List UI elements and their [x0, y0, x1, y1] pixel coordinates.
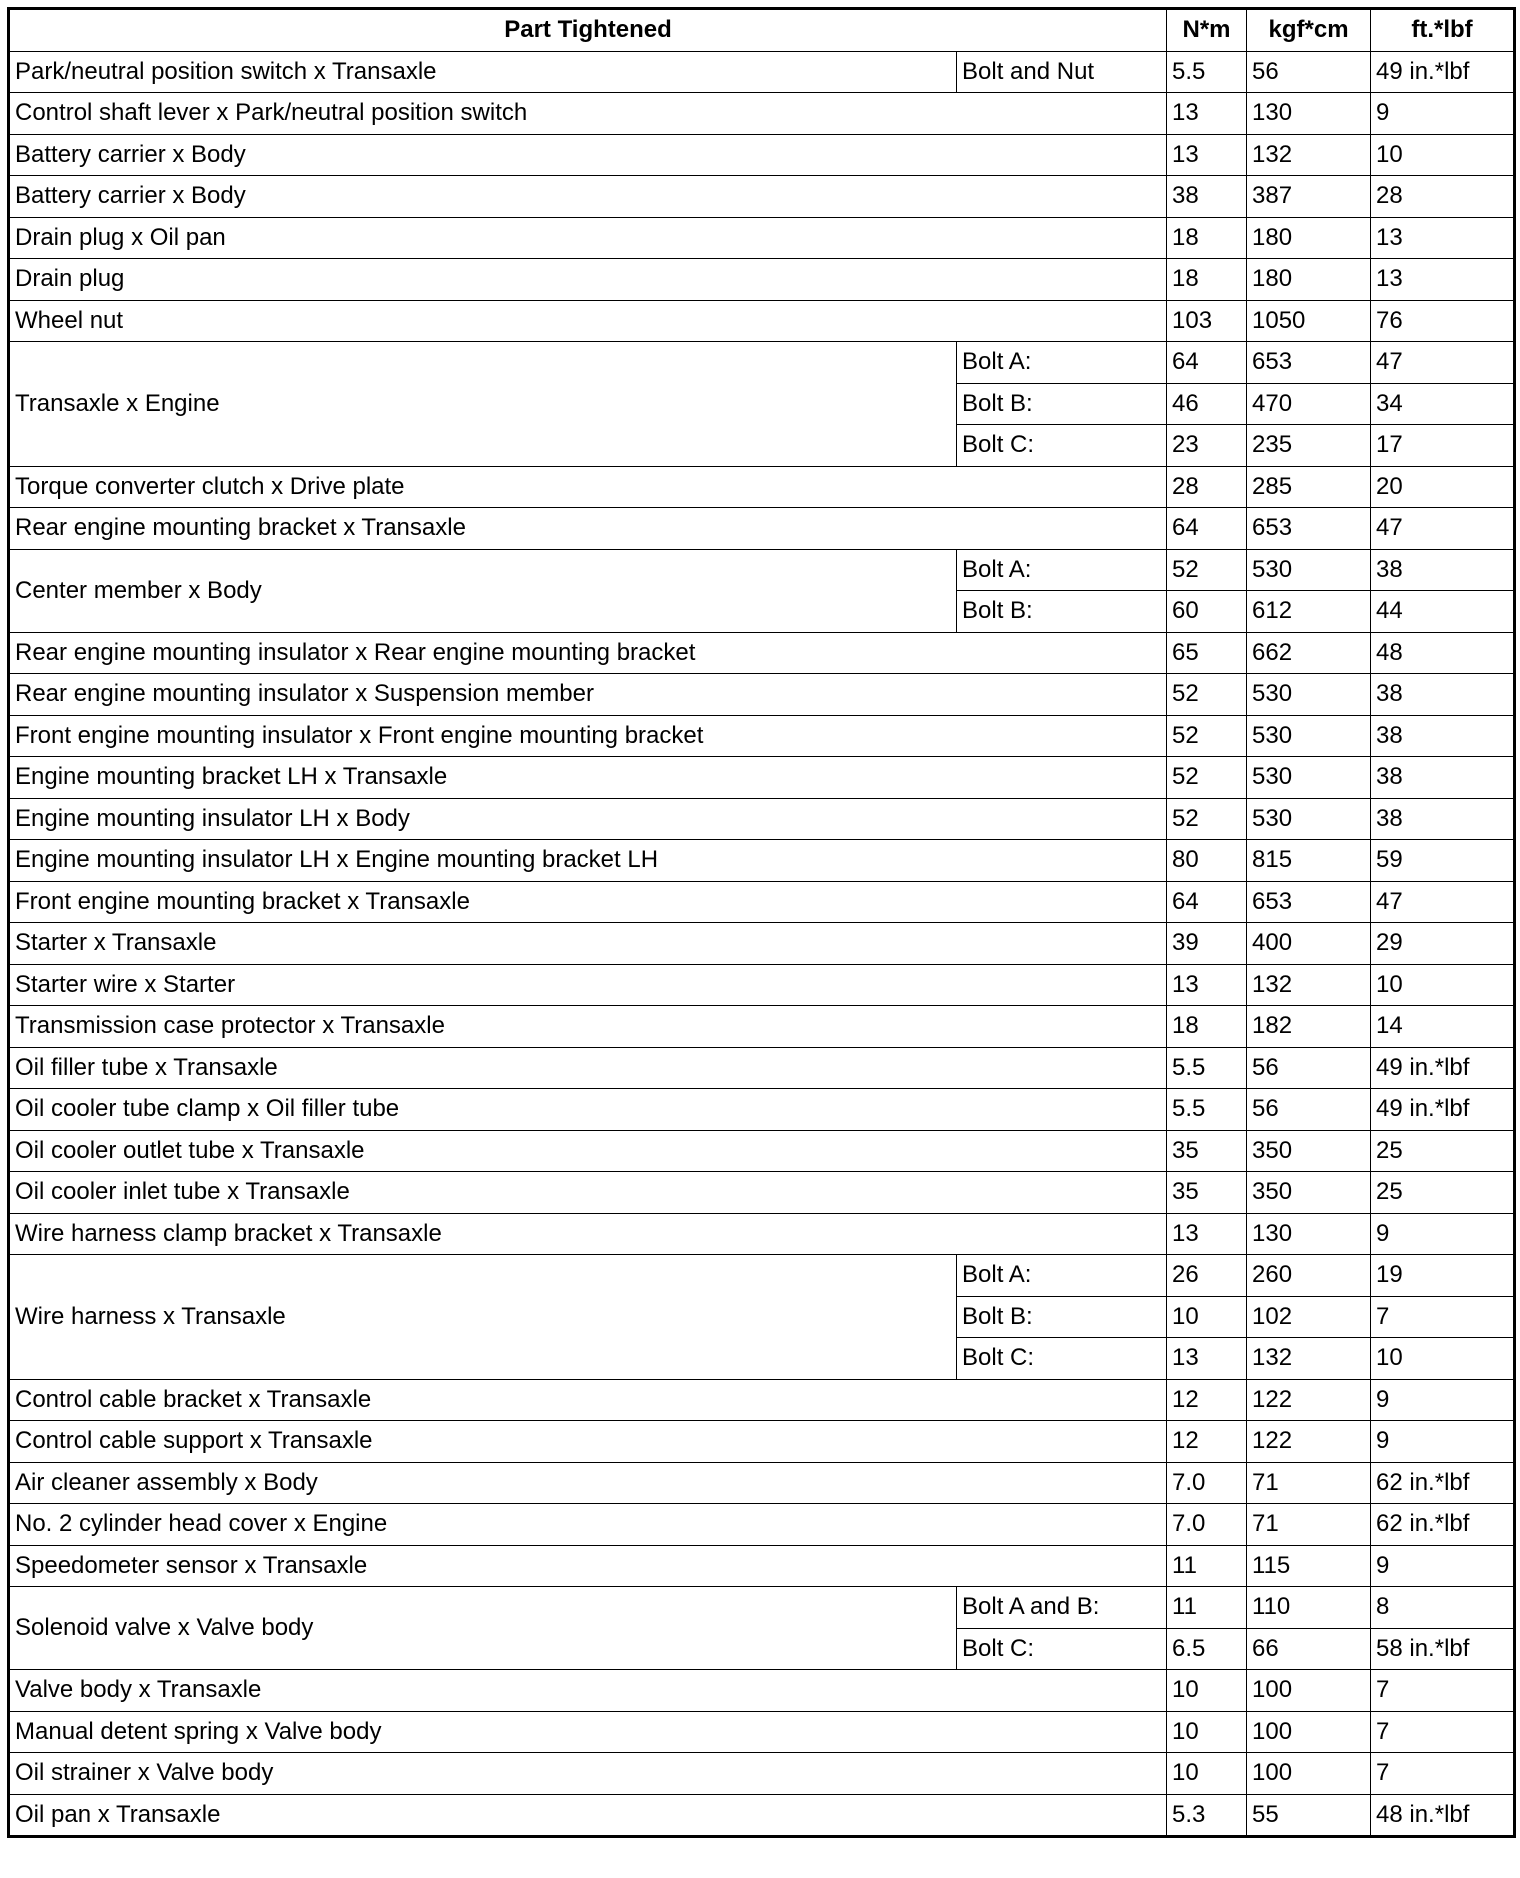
- kgfcm-cell: 285: [1247, 466, 1371, 508]
- kgfcm-cell: 100: [1247, 1670, 1371, 1712]
- part-cell: Control shaft lever x Park/neutral position switch: [9, 93, 1167, 135]
- ftlbf-cell: 7: [1371, 1711, 1515, 1753]
- nm-cell: 12: [1167, 1421, 1247, 1463]
- kgfcm-cell: 350: [1247, 1130, 1371, 1172]
- fastener-cell: Bolt C:: [957, 1338, 1167, 1380]
- header-kgfcm: kgf*cm: [1247, 9, 1371, 52]
- ftlbf-cell: 38: [1371, 798, 1515, 840]
- part-cell: Park/neutral position switch x Transaxle: [9, 51, 957, 93]
- nm-cell: 103: [1167, 300, 1247, 342]
- kgfcm-cell: 612: [1247, 591, 1371, 633]
- nm-cell: 52: [1167, 674, 1247, 716]
- ftlbf-cell: 25: [1371, 1172, 1515, 1214]
- part-cell: Starter wire x Starter: [9, 964, 1167, 1006]
- kgfcm-cell: 815: [1247, 840, 1371, 882]
- nm-cell: 13: [1167, 1338, 1247, 1380]
- kgfcm-cell: 530: [1247, 757, 1371, 799]
- kgfcm-cell: 132: [1247, 134, 1371, 176]
- fastener-cell: Bolt B:: [957, 1296, 1167, 1338]
- nm-cell: 5.5: [1167, 1089, 1247, 1131]
- table-row: [9, 1462, 1515, 1504]
- nm-cell: 10: [1167, 1296, 1247, 1338]
- kgfcm-cell: 56: [1247, 1047, 1371, 1089]
- kgfcm-cell: 100: [1247, 1711, 1371, 1753]
- ftlbf-cell: 49 in.*lbf: [1371, 1047, 1515, 1089]
- ftlbf-cell: 10: [1371, 134, 1515, 176]
- ftlbf-cell: 62 in.*lbf: [1371, 1504, 1515, 1546]
- nm-cell: 10: [1167, 1670, 1247, 1712]
- ftlbf-cell: 62 in.*lbf: [1371, 1462, 1515, 1504]
- kgfcm-cell: 470: [1247, 383, 1371, 425]
- part-cell: Speedometer sensor x Transaxle: [9, 1545, 1167, 1587]
- kgfcm-cell: 387: [1247, 176, 1371, 218]
- kgfcm-cell: 235: [1247, 425, 1371, 467]
- nm-cell: 11: [1167, 1587, 1247, 1629]
- kgfcm-cell: 71: [1247, 1462, 1371, 1504]
- nm-cell: 13: [1167, 1213, 1247, 1255]
- part-cell: Battery carrier x Body: [9, 134, 1167, 176]
- nm-cell: 7.0: [1167, 1462, 1247, 1504]
- table-row: [9, 217, 1515, 259]
- kgfcm-cell: 130: [1247, 1213, 1371, 1255]
- part-cell: Control cable support x Transaxle: [9, 1421, 1167, 1463]
- ftlbf-cell: 19: [1371, 1255, 1515, 1297]
- table-row: [9, 1794, 1515, 1837]
- nm-cell: 18: [1167, 259, 1247, 301]
- kgfcm-cell: 102: [1247, 1296, 1371, 1338]
- nm-cell: 23: [1167, 425, 1247, 467]
- nm-cell: 52: [1167, 715, 1247, 757]
- kgfcm-cell: 530: [1247, 674, 1371, 716]
- ftlbf-cell: 49 in.*lbf: [1371, 51, 1515, 93]
- nm-cell: 13: [1167, 134, 1247, 176]
- table-row: [9, 176, 1515, 218]
- table-row: [9, 715, 1515, 757]
- table-row: [9, 1421, 1515, 1463]
- part-cell: Starter x Transaxle: [9, 923, 1167, 965]
- table-row: [9, 51, 1515, 93]
- part-cell: Rear engine mounting bracket x Transaxle: [9, 508, 1167, 550]
- kgfcm-cell: 110: [1247, 1587, 1371, 1629]
- ftlbf-cell: 7: [1371, 1670, 1515, 1712]
- kgfcm-cell: 55: [1247, 1794, 1371, 1837]
- kgfcm-cell: 130: [1247, 93, 1371, 135]
- part-cell: Torque converter clutch x Drive plate: [9, 466, 1167, 508]
- part-cell: No. 2 cylinder head cover x Engine: [9, 1504, 1167, 1546]
- part-cell: Battery carrier x Body: [9, 176, 1167, 218]
- table-row: [9, 1753, 1515, 1795]
- kgfcm-cell: 180: [1247, 217, 1371, 259]
- part-cell: Drain plug: [9, 259, 1167, 301]
- nm-cell: 11: [1167, 1545, 1247, 1587]
- nm-cell: 13: [1167, 964, 1247, 1006]
- ftlbf-cell: 48 in.*lbf: [1371, 1794, 1515, 1837]
- nm-cell: 18: [1167, 1006, 1247, 1048]
- fastener-cell: Bolt and Nut: [957, 51, 1167, 93]
- table-row: [9, 798, 1515, 840]
- nm-cell: 65: [1167, 632, 1247, 674]
- part-cell: Oil cooler inlet tube x Transaxle: [9, 1172, 1167, 1214]
- kgfcm-cell: 400: [1247, 923, 1371, 965]
- table-row: [9, 632, 1515, 674]
- nm-cell: 80: [1167, 840, 1247, 882]
- part-cell: Wheel nut: [9, 300, 1167, 342]
- part-cell: Front engine mounting insulator x Front engine mounting bracket: [9, 715, 1167, 757]
- ftlbf-cell: 38: [1371, 674, 1515, 716]
- table-row: [9, 1006, 1515, 1048]
- part-cell: Rear engine mounting insulator x Suspension member: [9, 674, 1167, 716]
- part-cell: Wire harness clamp bracket x Transaxle: [9, 1213, 1167, 1255]
- part-cell: Transaxle x Engine: [9, 342, 957, 467]
- kgfcm-cell: 653: [1247, 881, 1371, 923]
- table-row: [9, 1047, 1515, 1089]
- fastener-cell: Bolt A:: [957, 1255, 1167, 1297]
- fastener-cell: Bolt A:: [957, 549, 1167, 591]
- nm-cell: 52: [1167, 798, 1247, 840]
- table-row: [9, 1213, 1515, 1255]
- nm-cell: 12: [1167, 1379, 1247, 1421]
- table-row: [9, 1255, 1515, 1297]
- kgfcm-cell: 132: [1247, 1338, 1371, 1380]
- table-row: [9, 1670, 1515, 1712]
- ftlbf-cell: 13: [1371, 259, 1515, 301]
- part-cell: Oil strainer x Valve body: [9, 1753, 1167, 1795]
- table-row: [9, 93, 1515, 135]
- ftlbf-cell: 38: [1371, 549, 1515, 591]
- nm-cell: 18: [1167, 217, 1247, 259]
- ftlbf-cell: 38: [1371, 757, 1515, 799]
- ftlbf-cell: 34: [1371, 383, 1515, 425]
- table-row: [9, 1172, 1515, 1214]
- ftlbf-cell: 9: [1371, 93, 1515, 135]
- ftlbf-cell: 13: [1371, 217, 1515, 259]
- part-cell: Engine mounting insulator LH x Body: [9, 798, 1167, 840]
- nm-cell: 35: [1167, 1130, 1247, 1172]
- table-row: [9, 1711, 1515, 1753]
- ftlbf-cell: 9: [1371, 1379, 1515, 1421]
- ftlbf-cell: 9: [1371, 1213, 1515, 1255]
- table-row: [9, 466, 1515, 508]
- nm-cell: 52: [1167, 757, 1247, 799]
- table-row: [9, 342, 1515, 384]
- fastener-cell: Bolt A and B:: [957, 1587, 1167, 1629]
- table-row: [9, 881, 1515, 923]
- ftlbf-cell: 8: [1371, 1587, 1515, 1629]
- kgfcm-cell: 653: [1247, 342, 1371, 384]
- ftlbf-cell: 58 in.*lbf: [1371, 1628, 1515, 1670]
- ftlbf-cell: 28: [1371, 176, 1515, 218]
- nm-cell: 64: [1167, 881, 1247, 923]
- part-cell: Oil cooler tube clamp x Oil filler tube: [9, 1089, 1167, 1131]
- nm-cell: 10: [1167, 1711, 1247, 1753]
- ftlbf-cell: 10: [1371, 1338, 1515, 1380]
- ftlbf-cell: 59: [1371, 840, 1515, 882]
- part-cell: Rear engine mounting insulator x Rear engine mounting bracket: [9, 632, 1167, 674]
- ftlbf-cell: 20: [1371, 466, 1515, 508]
- kgfcm-cell: 530: [1247, 715, 1371, 757]
- table-header-row: [9, 9, 1515, 52]
- fastener-cell: Bolt C:: [957, 1628, 1167, 1670]
- kgfcm-cell: 530: [1247, 798, 1371, 840]
- nm-cell: 64: [1167, 508, 1247, 550]
- table-row: [9, 300, 1515, 342]
- kgfcm-cell: 260: [1247, 1255, 1371, 1297]
- table-row: [9, 923, 1515, 965]
- fastener-cell: Bolt B:: [957, 383, 1167, 425]
- header-part-tightened: Part Tightened: [9, 9, 1167, 52]
- header-nm: N*m: [1167, 9, 1247, 52]
- nm-cell: 35: [1167, 1172, 1247, 1214]
- part-cell: Center member x Body: [9, 549, 957, 632]
- nm-cell: 7.0: [1167, 1504, 1247, 1546]
- table-row: [9, 840, 1515, 882]
- table-row: [9, 1545, 1515, 1587]
- part-cell: Oil cooler outlet tube x Transaxle: [9, 1130, 1167, 1172]
- kgfcm-cell: 100: [1247, 1753, 1371, 1795]
- nm-cell: 5.5: [1167, 51, 1247, 93]
- nm-cell: 28: [1167, 466, 1247, 508]
- nm-cell: 6.5: [1167, 1628, 1247, 1670]
- part-cell: Valve body x Transaxle: [9, 1670, 1167, 1712]
- nm-cell: 13: [1167, 93, 1247, 135]
- fastener-cell: Bolt A:: [957, 342, 1167, 384]
- ftlbf-cell: 17: [1371, 425, 1515, 467]
- kgfcm-cell: 1050: [1247, 300, 1371, 342]
- fastener-cell: Bolt B:: [957, 591, 1167, 633]
- kgfcm-cell: 662: [1247, 632, 1371, 674]
- ftlbf-cell: 14: [1371, 1006, 1515, 1048]
- kgfcm-cell: 653: [1247, 508, 1371, 550]
- ftlbf-cell: 9: [1371, 1545, 1515, 1587]
- table-row: [9, 757, 1515, 799]
- ftlbf-cell: 7: [1371, 1753, 1515, 1795]
- ftlbf-cell: 47: [1371, 342, 1515, 384]
- torque-specification-table: [7, 7, 1516, 1838]
- table-row: [9, 1089, 1515, 1131]
- table-row: [9, 1504, 1515, 1546]
- kgfcm-cell: 122: [1247, 1379, 1371, 1421]
- part-cell: Wire harness x Transaxle: [9, 1255, 957, 1380]
- table-body: [9, 51, 1515, 1837]
- table-row: [9, 1587, 1515, 1629]
- ftlbf-cell: 7: [1371, 1296, 1515, 1338]
- table-row: [9, 259, 1515, 301]
- ftlbf-cell: 48: [1371, 632, 1515, 674]
- ftlbf-cell: 10: [1371, 964, 1515, 1006]
- table-row: [9, 508, 1515, 550]
- table-row: [9, 1379, 1515, 1421]
- part-cell: Manual detent spring x Valve body: [9, 1711, 1167, 1753]
- part-cell: Control cable bracket x Transaxle: [9, 1379, 1167, 1421]
- part-cell: Oil filler tube x Transaxle: [9, 1047, 1167, 1089]
- ftlbf-cell: 44: [1371, 591, 1515, 633]
- table-row: [9, 674, 1515, 716]
- nm-cell: 38: [1167, 176, 1247, 218]
- part-cell: Solenoid valve x Valve body: [9, 1587, 957, 1670]
- nm-cell: 10: [1167, 1753, 1247, 1795]
- part-cell: Engine mounting bracket LH x Transaxle: [9, 757, 1167, 799]
- part-cell: Transmission case protector x Transaxle: [9, 1006, 1167, 1048]
- nm-cell: 5.3: [1167, 1794, 1247, 1837]
- header-ftlbf: ft.*lbf: [1371, 9, 1515, 52]
- ftlbf-cell: 29: [1371, 923, 1515, 965]
- nm-cell: 5.5: [1167, 1047, 1247, 1089]
- kgfcm-cell: 182: [1247, 1006, 1371, 1048]
- kgfcm-cell: 56: [1247, 1089, 1371, 1131]
- nm-cell: 46: [1167, 383, 1247, 425]
- table-row: [9, 549, 1515, 591]
- kgfcm-cell: 56: [1247, 51, 1371, 93]
- nm-cell: 64: [1167, 342, 1247, 384]
- part-cell: Oil pan x Transaxle: [9, 1794, 1167, 1837]
- ftlbf-cell: 47: [1371, 881, 1515, 923]
- ftlbf-cell: 76: [1371, 300, 1515, 342]
- kgfcm-cell: 71: [1247, 1504, 1371, 1546]
- part-cell: Air cleaner assembly x Body: [9, 1462, 1167, 1504]
- kgfcm-cell: 350: [1247, 1172, 1371, 1214]
- ftlbf-cell: 49 in.*lbf: [1371, 1089, 1515, 1131]
- kgfcm-cell: 122: [1247, 1421, 1371, 1463]
- kgfcm-cell: 115: [1247, 1545, 1371, 1587]
- nm-cell: 26: [1167, 1255, 1247, 1297]
- nm-cell: 60: [1167, 591, 1247, 633]
- kgfcm-cell: 132: [1247, 964, 1371, 1006]
- ftlbf-cell: 38: [1371, 715, 1515, 757]
- kgfcm-cell: 66: [1247, 1628, 1371, 1670]
- ftlbf-cell: 9: [1371, 1421, 1515, 1463]
- table-row: [9, 134, 1515, 176]
- part-cell: Drain plug x Oil pan: [9, 217, 1167, 259]
- ftlbf-cell: 25: [1371, 1130, 1515, 1172]
- table-row: [9, 964, 1515, 1006]
- fastener-cell: Bolt C:: [957, 425, 1167, 467]
- part-cell: Front engine mounting bracket x Transaxle: [9, 881, 1167, 923]
- part-cell: Engine mounting insulator LH x Engine mounting bracket LH: [9, 840, 1167, 882]
- ftlbf-cell: 47: [1371, 508, 1515, 550]
- kgfcm-cell: 530: [1247, 549, 1371, 591]
- nm-cell: 39: [1167, 923, 1247, 965]
- nm-cell: 52: [1167, 549, 1247, 591]
- table-row: [9, 1130, 1515, 1172]
- kgfcm-cell: 180: [1247, 259, 1371, 301]
